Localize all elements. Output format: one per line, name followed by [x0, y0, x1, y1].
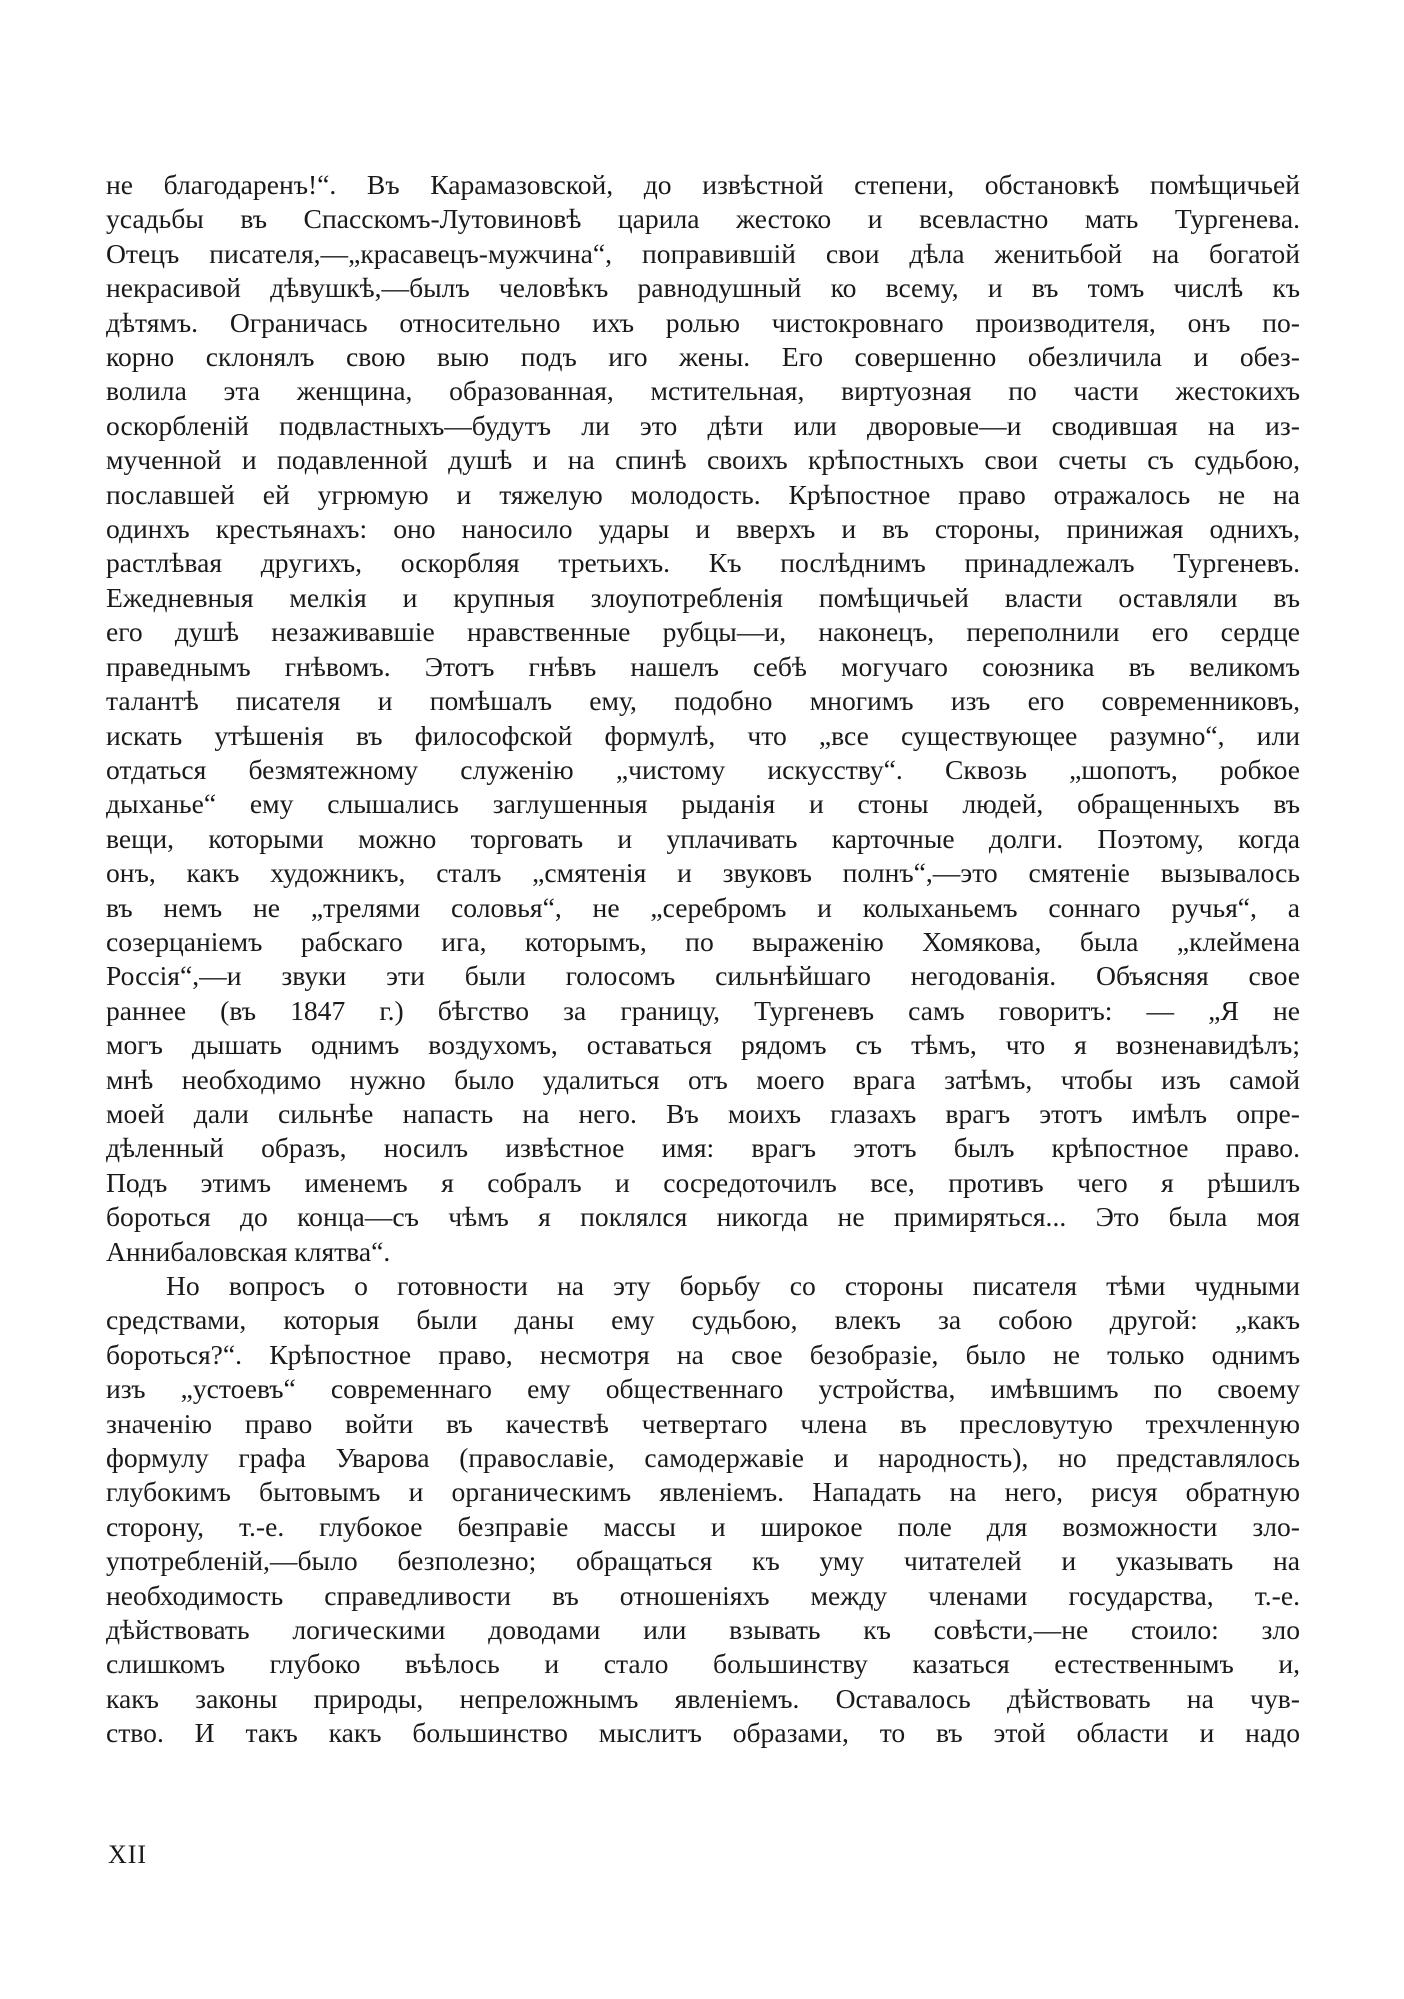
text-line: ство. И такъ какъ большинство мыслитъ образами, то въ этой области и надо [106, 1717, 1300, 1749]
text-line: талантѣ писателя и помѣшалъ ему, подобно многимъ изъ его современниковъ, [106, 685, 1300, 717]
text-line: Ежедневныя мелкія и крупныя злоупотребленія помѣщичьей власти оставляли въ [106, 581, 1300, 613]
page-number: XII [108, 1840, 148, 1869]
text-line: созерцаніемъ рабскаго ига, которымъ, по выраженію Хомякова, была „клеймена [106, 925, 1300, 957]
text-line: пославшей ей угрюмую и тяжелую молодость. Крѣпостное право отражалось не на [106, 478, 1300, 510]
text-line: мученной и подавленной душѣ и на спинѣ своихъ крѣпостныхъ свои счеты съ судьбою, [106, 444, 1300, 476]
text-line: глубокимъ бытовымъ и органическимъ явленіемъ. Нападать на него, рисуя обратную [106, 1476, 1300, 1508]
text-line: Аннибаловская клятва“. [106, 1235, 391, 1267]
text-line: значенію право войти въ качествѣ четвертаго члена въ пресловутую трехчленную [106, 1407, 1300, 1439]
text-line: дѣтямъ. Ограничась относительно ихъ ролью чистокровнаго производителя, онъ по- [106, 306, 1300, 338]
text-line: мнѣ необходимо нужно было удалиться отъ моего врага затѣмъ, чтобы изъ самой [106, 1063, 1300, 1095]
text-line: дѣйствовать логическими доводами или взывать къ совѣсти,—не стоило: зло [106, 1614, 1300, 1646]
text-line: слишкомъ глубоко въѣлось и стало большинству казаться естественнымъ и, [106, 1648, 1300, 1680]
text-line: праведнымъ гнѣвомъ. Этотъ гнѣвъ нашелъ себѣ могучаго союзника въ великомъ [106, 650, 1300, 682]
text-line: Отецъ писателя,—„красавецъ-мужчина“, поправившій свои дѣла женитьбой на богатой [106, 237, 1300, 269]
text-line: не благодаренъ!“. Въ Карамазовской, до извѣстной степени, обстановкѣ помѣщичьей [106, 169, 1300, 200]
text-line: одинхъ крестьянахъ: оно наносило удары и вверхъ и въ стороны, принижая однихъ, [106, 513, 1300, 545]
text-line: дыханье“ ему слышались заглушенныя рыданія и стоны людей, обращенныхъ въ [106, 788, 1300, 820]
paragraph [106, 1269, 1300, 1751]
text-line: дѣленный образъ, носилъ извѣстное имя: врагъ этотъ былъ крѣпостное право. [106, 1132, 1300, 1164]
text-line: искать утѣшенія въ философской формулѣ, что „все существующее разумно“, или [106, 719, 1300, 751]
text-line: какъ законы природы, непреложнымъ явленіемъ. Оставалось дѣйствовать на чув- [106, 1682, 1300, 1714]
text-line: отдаться безмятежному служенію „чистому искусству“. Сквозь „шопотъ, робкое [106, 753, 1300, 785]
text-line: его душѣ незаживавшіе нравственные рубцы—и, наконецъ, переполнили его сердце [106, 616, 1300, 648]
text-line: бороться?“. Крѣпостное право, несмотря на свое безобразіе, было не только однимъ [106, 1338, 1300, 1370]
text-line: вещи, которыми можно торговать и уплачивать карточные долги. Поэтому, когда [106, 822, 1300, 854]
text-column [106, 168, 1300, 1751]
text-line: оскорбленій подвластныхъ—будутъ ли это дѣти или дворовые—и сводившая на из- [106, 409, 1300, 441]
text-line: изъ „устоевъ“ современнаго ему общественнаго устройства, имѣвшимъ по своему [106, 1373, 1300, 1405]
text-line: усадьбы въ Спасскомъ-Лутовиновѣ царила жестоко и всевластно мать Тургенева. [106, 203, 1300, 235]
text-line: сторону, т.-е. глубокое безправіе массы и широкое поле для возможности зло- [106, 1510, 1300, 1542]
paragraph [106, 168, 1300, 1269]
page-body [106, 168, 1300, 1751]
text-line: корно склонялъ свою выю подъ иго жены. Его совершенно обезличила и обез- [106, 341, 1300, 373]
text-line: употребленій,—было безполезно; обращаться къ уму читателей и указывать на [106, 1545, 1300, 1577]
text-line: моей дали сильнѣе напасть на него. Въ моихъ глазахъ врагъ этотъ имѣлъ опре- [106, 1097, 1300, 1129]
text-line: формулу графа Уварова (православіе, самодержавіе и народность), но представлялось [106, 1442, 1300, 1474]
text-line: Но вопросъ о готовности на эту борьбу со стороны писателя тѣми чудными [166, 1270, 1300, 1301]
text-line: средствами, которыя были даны ему судьбою, влекъ за собою другой: „какъ [106, 1304, 1300, 1336]
text-line: бороться до конца—съ чѣмъ я поклялся никогда не примиряться... Это была моя [106, 1201, 1300, 1233]
text-line: онъ, какъ художникъ, сталъ „смятенія и звуковъ полнъ“,—это смятеніе вызывалось [106, 857, 1300, 889]
text-line: волила эта женщина, образованная, мстительная, виртуозная по части жестокихъ [106, 375, 1300, 407]
text-line: въ немъ не „трелями соловья“, не „серебромъ и колыханьемъ соннаго ручья“, а [106, 891, 1300, 923]
text-line: Россія“,—и звуки эти были голосомъ сильнѣйшаго негодованія. Объясняя свое [106, 960, 1300, 992]
text-line: некрасивой дѣвушкѣ,—былъ человѣкъ равнодушный ко всему, и въ томъ числѣ къ [106, 272, 1300, 304]
text-line: могъ дышать однимъ воздухомъ, оставаться рядомъ съ тѣмъ, что я возненавидѣлъ; [106, 1029, 1300, 1061]
text-line: раннее (въ 1847 г.) бѣгство за границу, Тургеневъ самъ говоритъ: — „Я не [106, 994, 1300, 1026]
text-line: Подъ этимъ именемъ я собралъ и сосредоточилъ все, противъ чего я рѣшилъ [106, 1166, 1300, 1198]
text-line: растлѣвая другихъ, оскорбляя третьихъ. Къ послѣднимъ принадлежалъ Тургеневъ. [106, 547, 1300, 579]
text-line: необходимость справедливости въ отношеніяхъ между членами государства, т.-е. [106, 1579, 1300, 1611]
